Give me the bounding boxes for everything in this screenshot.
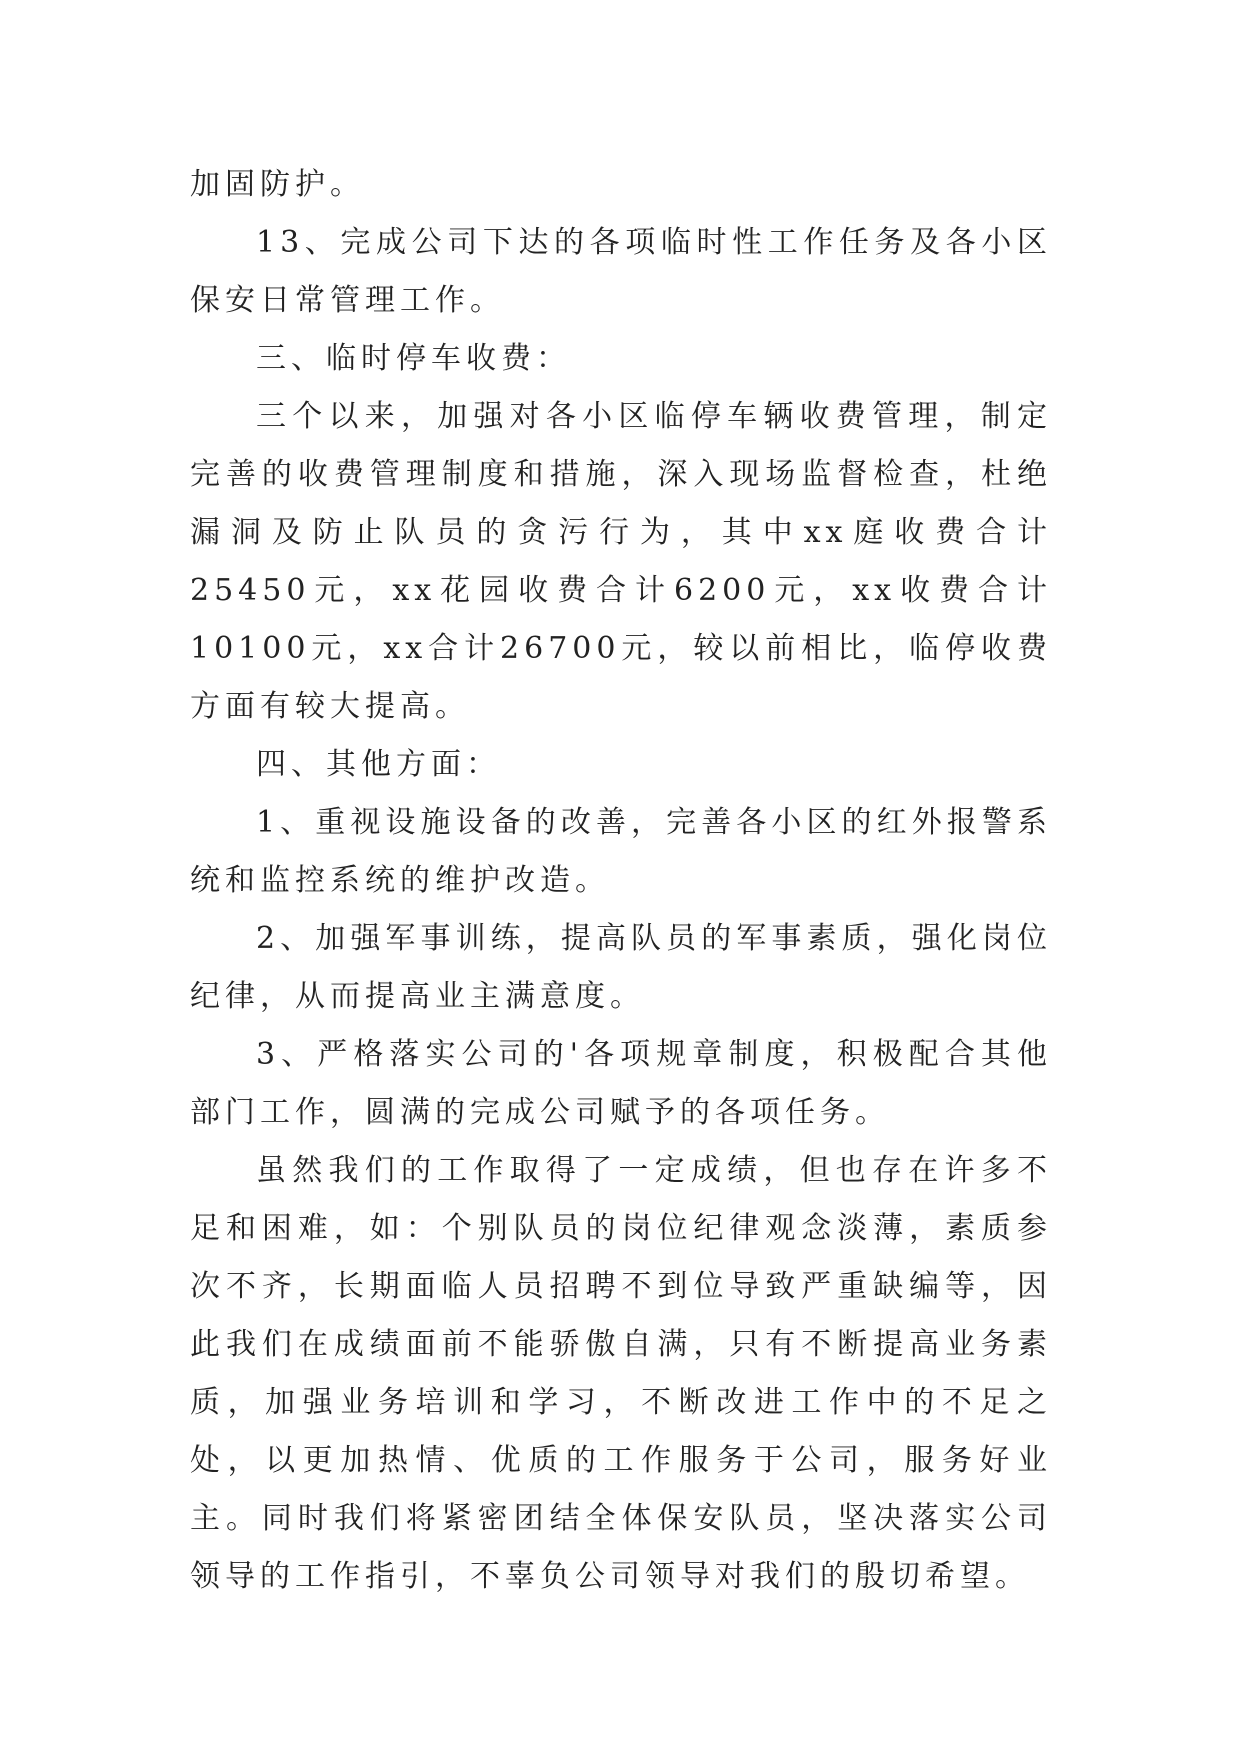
document-body xyxy=(190,156,1052,1606)
section-heading-parking-fees: 三、临时停车收费： xyxy=(256,341,571,376)
paragraph-item-2: 2、加强军事训练，提高队员的军事素质，强化岗位纪律，从而提高业主满意度。 xyxy=(190,921,1052,1014)
paragraph-parking-fees: 三个以来，加强对各小区临停车辆收费管理，制定完善的收费管理制度和措施，深入现场监督检查，杜绝漏洞及防止队员的贪污行为，其中xx庭收费合计25450元，xx花园收费合计6200元，xx收费合计10100元，xx合计26700元，较以前相比，临停收费方面有较大提高。 xyxy=(190,399,1052,724)
paragraph-item-3: 3、严格落实公司的'各项规章制度，积极配合其他部门工作，圆满的完成公司赋予的各项任务。 xyxy=(190,1037,1052,1130)
paragraph-conclusion: 虽然我们的工作取得了一定成绩，但也存在许多不足和困难，如：个别队员的岗位纪律观念淡薄，素质参次不齐，长期面临人员招聘不到位导致严重缺编等，因此我们在成绩面前不能骄傲自满，只有不断提高业务素质，加强业务培训和学习，不断改进工作中的不足之处，以更加热情、优质的工作服务于公司，服务好业主。同时我们将紧密团结全体保安队员，坚决落实公司领导的工作指引，不辜负公司领导对我们的殷切希望。 xyxy=(190,1153,1052,1594)
paragraph-item-13: 13、完成公司下达的各项临时性工作任务及各小区保安日常管理工作。 xyxy=(190,225,1052,318)
paragraph-continuation: 加固防护。 xyxy=(190,167,365,202)
section-heading-other: 四、其他方面： xyxy=(256,747,501,782)
paragraph-item-1: 1、重视设施设备的改善，完善各小区的红外报警系统和监控系统的维护改造。 xyxy=(190,805,1052,898)
